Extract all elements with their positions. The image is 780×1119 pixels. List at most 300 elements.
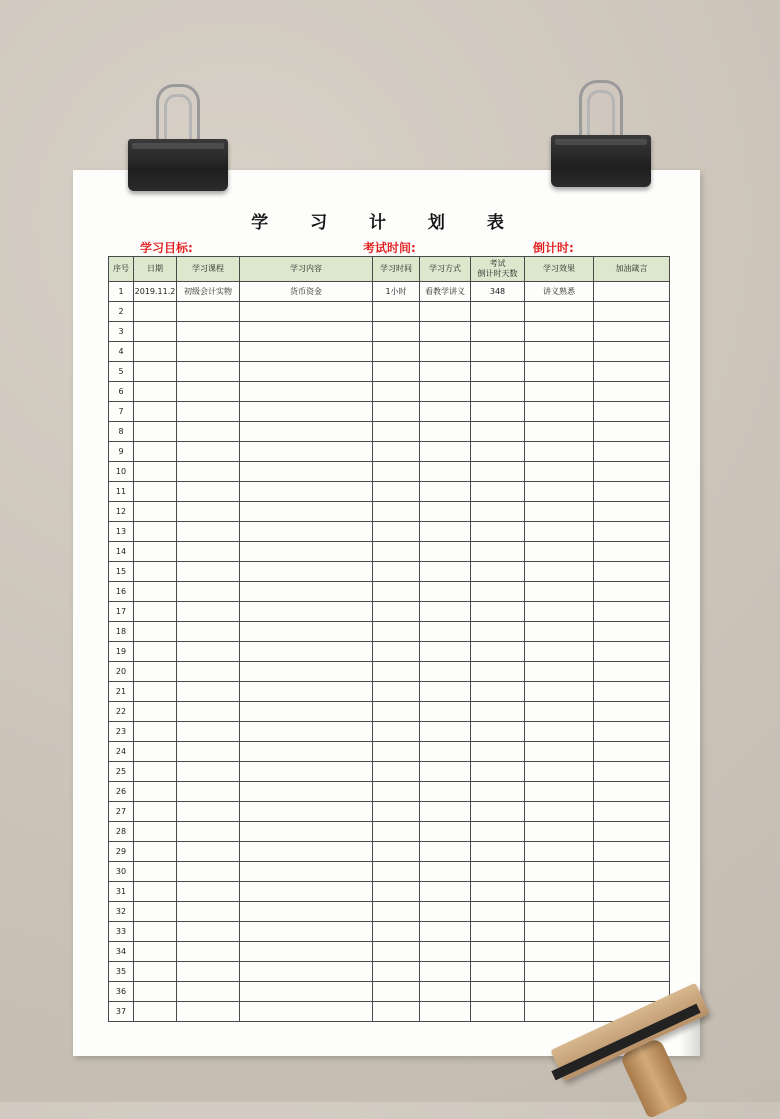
cell-method[interactable] [420,842,471,862]
cell-effect[interactable] [525,742,594,762]
cell-motto[interactable] [594,922,670,942]
cell-content[interactable] [240,742,373,762]
cell-date[interactable] [134,442,177,462]
cell-effect[interactable] [525,442,594,462]
cell-duration[interactable]: 1小时 [373,282,420,302]
cell-motto[interactable] [594,502,670,522]
cell-duration[interactable] [373,782,420,802]
cell-date[interactable] [134,482,177,502]
cell-course[interactable] [177,702,240,722]
cell-course[interactable] [177,882,240,902]
cell-course[interactable] [177,822,240,842]
cell-course[interactable] [177,922,240,942]
cell-date[interactable] [134,722,177,742]
cell-date[interactable] [134,782,177,802]
cell-no[interactable]: 8 [109,422,134,442]
cell-countdown[interactable] [471,862,525,882]
cell-motto[interactable] [594,322,670,342]
cell-duration[interactable] [373,982,420,1002]
cell-course[interactable] [177,722,240,742]
cell-date[interactable] [134,902,177,922]
cell-method[interactable] [420,382,471,402]
cell-effect[interactable] [525,302,594,322]
cell-effect[interactable] [525,802,594,822]
cell-countdown[interactable] [471,582,525,602]
cell-method[interactable] [420,582,471,602]
cell-content[interactable] [240,582,373,602]
cell-course[interactable] [177,762,240,782]
cell-content[interactable] [240,962,373,982]
cell-duration[interactable] [373,462,420,482]
cell-date[interactable] [134,322,177,342]
cell-countdown[interactable] [471,442,525,462]
cell-method[interactable] [420,562,471,582]
cell-method[interactable] [420,702,471,722]
cell-course[interactable] [177,382,240,402]
cell-date[interactable] [134,882,177,902]
cell-countdown[interactable] [471,942,525,962]
cell-motto[interactable] [594,642,670,662]
cell-content[interactable] [240,602,373,622]
cell-content[interactable] [240,422,373,442]
cell-duration[interactable] [373,1002,420,1022]
cell-no[interactable]: 36 [109,982,134,1002]
cell-content[interactable] [240,862,373,882]
cell-date[interactable] [134,822,177,842]
cell-content[interactable] [240,842,373,862]
cell-course[interactable] [177,482,240,502]
cell-motto[interactable] [594,482,670,502]
cell-method[interactable] [420,522,471,542]
cell-no[interactable]: 31 [109,882,134,902]
cell-method[interactable] [420,822,471,842]
cell-no[interactable]: 26 [109,782,134,802]
cell-duration[interactable] [373,962,420,982]
cell-method[interactable] [420,362,471,382]
cell-content[interactable] [240,1002,373,1022]
cell-effect[interactable] [525,502,594,522]
cell-no[interactable]: 32 [109,902,134,922]
cell-no[interactable]: 14 [109,542,134,562]
cell-no[interactable]: 28 [109,822,134,842]
cell-motto[interactable] [594,902,670,922]
cell-effect[interactable] [525,702,594,722]
cell-no[interactable]: 6 [109,382,134,402]
cell-countdown[interactable] [471,982,525,1002]
cell-countdown[interactable] [471,462,525,482]
cell-content[interactable] [240,342,373,362]
cell-duration[interactable] [373,842,420,862]
cell-content[interactable] [240,622,373,642]
cell-duration[interactable] [373,862,420,882]
cell-course[interactable] [177,362,240,382]
cell-effect[interactable] [525,362,594,382]
cell-duration[interactable] [373,682,420,702]
cell-no[interactable]: 11 [109,482,134,502]
cell-no[interactable]: 24 [109,742,134,762]
cell-duration[interactable] [373,382,420,402]
cell-motto[interactable] [594,562,670,582]
cell-course[interactable] [177,782,240,802]
cell-course[interactable] [177,542,240,562]
cell-course[interactable] [177,842,240,862]
cell-course[interactable]: 初级会计实物 [177,282,240,302]
cell-method[interactable] [420,642,471,662]
cell-no[interactable]: 37 [109,1002,134,1022]
cell-duration[interactable] [373,542,420,562]
cell-countdown[interactable] [471,902,525,922]
cell-method[interactable] [420,1002,471,1022]
cell-effect[interactable] [525,862,594,882]
cell-content[interactable] [240,822,373,842]
cell-content[interactable] [240,942,373,962]
cell-countdown[interactable] [471,642,525,662]
cell-countdown[interactable] [471,362,525,382]
cell-duration[interactable] [373,902,420,922]
cell-method[interactable] [420,982,471,1002]
cell-no[interactable]: 12 [109,502,134,522]
cell-duration[interactable] [373,802,420,822]
cell-motto[interactable] [594,402,670,422]
cell-duration[interactable] [373,362,420,382]
cell-course[interactable] [177,1002,240,1022]
cell-effect[interactable] [525,542,594,562]
cell-countdown[interactable] [471,742,525,762]
cell-date[interactable] [134,582,177,602]
cell-motto[interactable] [594,442,670,462]
cell-motto[interactable] [594,682,670,702]
cell-motto[interactable] [594,622,670,642]
cell-method[interactable] [420,722,471,742]
cell-no[interactable]: 18 [109,622,134,642]
cell-countdown[interactable] [471,622,525,642]
cell-course[interactable] [177,342,240,362]
cell-effect[interactable] [525,722,594,742]
cell-date[interactable]: 2019.11.2 [134,282,177,302]
cell-content[interactable] [240,982,373,1002]
cell-content[interactable] [240,542,373,562]
cell-course[interactable] [177,582,240,602]
cell-effect[interactable] [525,682,594,702]
cell-method[interactable] [420,462,471,482]
cell-content[interactable] [240,462,373,482]
cell-motto[interactable] [594,602,670,622]
cell-no[interactable]: 10 [109,462,134,482]
cell-content[interactable] [240,782,373,802]
cell-no[interactable]: 29 [109,842,134,862]
cell-no[interactable]: 3 [109,322,134,342]
cell-course[interactable] [177,402,240,422]
cell-effect[interactable] [525,782,594,802]
cell-content[interactable] [240,362,373,382]
cell-motto[interactable] [594,582,670,602]
cell-method[interactable] [420,482,471,502]
cell-content[interactable] [240,922,373,942]
cell-course[interactable] [177,982,240,1002]
cell-duration[interactable] [373,642,420,662]
cell-content[interactable] [240,642,373,662]
cell-no[interactable]: 20 [109,662,134,682]
cell-method[interactable] [420,902,471,922]
cell-countdown[interactable] [471,922,525,942]
cell-method[interactable] [420,962,471,982]
cell-countdown[interactable] [471,322,525,342]
cell-no[interactable]: 2 [109,302,134,322]
cell-duration[interactable] [373,722,420,742]
cell-duration[interactable] [373,522,420,542]
cell-method[interactable] [420,862,471,882]
cell-effect[interactable]: 讲义熟悉 [525,282,594,302]
cell-motto[interactable] [594,522,670,542]
cell-duration[interactable] [373,702,420,722]
cell-motto[interactable] [594,542,670,562]
cell-content[interactable] [240,442,373,462]
cell-countdown[interactable] [471,722,525,742]
cell-duration[interactable] [373,502,420,522]
cell-course[interactable] [177,942,240,962]
cell-duration[interactable] [373,822,420,842]
cell-content[interactable]: 货币资金 [240,282,373,302]
cell-motto[interactable] [594,662,670,682]
cell-method[interactable] [420,922,471,942]
cell-motto[interactable] [594,362,670,382]
cell-no[interactable]: 33 [109,922,134,942]
cell-content[interactable] [240,902,373,922]
cell-course[interactable] [177,962,240,982]
cell-countdown[interactable] [471,782,525,802]
cell-course[interactable] [177,562,240,582]
cell-date[interactable] [134,1002,177,1022]
cell-method[interactable] [420,442,471,462]
cell-motto[interactable] [594,822,670,842]
cell-method[interactable] [420,422,471,442]
cell-countdown[interactable] [471,542,525,562]
cell-method[interactable] [420,942,471,962]
cell-no[interactable]: 19 [109,642,134,662]
cell-date[interactable] [134,462,177,482]
cell-no[interactable]: 30 [109,862,134,882]
cell-date[interactable] [134,942,177,962]
cell-date[interactable] [134,362,177,382]
cell-no[interactable]: 21 [109,682,134,702]
cell-duration[interactable] [373,402,420,422]
cell-course[interactable] [177,622,240,642]
cell-countdown[interactable] [471,382,525,402]
cell-method[interactable] [420,622,471,642]
cell-duration[interactable] [373,662,420,682]
cell-method[interactable] [420,762,471,782]
cell-no[interactable]: 4 [109,342,134,362]
cell-date[interactable] [134,602,177,622]
cell-countdown[interactable] [471,822,525,842]
cell-method[interactable] [420,302,471,322]
cell-content[interactable] [240,722,373,742]
cell-no[interactable]: 5 [109,362,134,382]
cell-course[interactable] [177,502,240,522]
cell-effect[interactable] [525,882,594,902]
cell-duration[interactable] [373,322,420,342]
cell-motto[interactable] [594,782,670,802]
cell-duration[interactable] [373,422,420,442]
cell-no[interactable]: 23 [109,722,134,742]
cell-motto[interactable] [594,282,670,302]
cell-content[interactable] [240,382,373,402]
cell-method[interactable] [420,682,471,702]
cell-effect[interactable] [525,642,594,662]
cell-content[interactable] [240,562,373,582]
cell-motto[interactable] [594,742,670,762]
cell-effect[interactable] [525,942,594,962]
cell-content[interactable] [240,322,373,342]
cell-content[interactable] [240,402,373,422]
cell-date[interactable] [134,642,177,662]
cell-date[interactable] [134,622,177,642]
cell-method[interactable] [420,782,471,802]
cell-course[interactable] [177,602,240,622]
cell-course[interactable] [177,902,240,922]
cell-countdown[interactable] [471,602,525,622]
cell-motto[interactable] [594,942,670,962]
cell-effect[interactable] [525,762,594,782]
cell-no[interactable]: 9 [109,442,134,462]
cell-effect[interactable] [525,462,594,482]
cell-effect[interactable] [525,482,594,502]
cell-countdown[interactable] [471,482,525,502]
cell-method[interactable]: 看教学讲义 [420,282,471,302]
cell-motto[interactable] [594,842,670,862]
cell-content[interactable] [240,682,373,702]
cell-course[interactable] [177,742,240,762]
cell-date[interactable] [134,762,177,782]
cell-content[interactable] [240,482,373,502]
cell-motto[interactable] [594,702,670,722]
cell-date[interactable] [134,962,177,982]
cell-course[interactable] [177,522,240,542]
cell-duration[interactable] [373,882,420,902]
cell-duration[interactable] [373,922,420,942]
cell-date[interactable] [134,542,177,562]
cell-no[interactable]: 1 [109,282,134,302]
cell-course[interactable] [177,862,240,882]
cell-duration[interactable] [373,442,420,462]
cell-countdown[interactable] [471,522,525,542]
cell-countdown[interactable] [471,662,525,682]
cell-countdown[interactable] [471,302,525,322]
cell-effect[interactable] [525,322,594,342]
cell-date[interactable] [134,382,177,402]
cell-effect[interactable] [525,622,594,642]
cell-date[interactable] [134,702,177,722]
cell-course[interactable] [177,322,240,342]
cell-duration[interactable] [373,482,420,502]
cell-no[interactable]: 15 [109,562,134,582]
cell-date[interactable] [134,562,177,582]
cell-date[interactable] [134,302,177,322]
cell-date[interactable] [134,502,177,522]
cell-no[interactable]: 22 [109,702,134,722]
cell-method[interactable] [420,742,471,762]
cell-duration[interactable] [373,622,420,642]
cell-motto[interactable] [594,762,670,782]
cell-countdown[interactable] [471,762,525,782]
cell-effect[interactable] [525,842,594,862]
cell-no[interactable]: 34 [109,942,134,962]
cell-date[interactable] [134,922,177,942]
cell-content[interactable] [240,522,373,542]
cell-countdown[interactable] [471,502,525,522]
cell-course[interactable] [177,462,240,482]
cell-date[interactable] [134,862,177,882]
cell-motto[interactable] [594,422,670,442]
cell-course[interactable] [177,422,240,442]
cell-content[interactable] [240,502,373,522]
cell-effect[interactable] [525,662,594,682]
cell-method[interactable] [420,542,471,562]
cell-date[interactable] [134,802,177,822]
cell-no[interactable]: 25 [109,762,134,782]
cell-motto[interactable] [594,342,670,362]
cell-date[interactable] [134,742,177,762]
cell-date[interactable] [134,982,177,1002]
cell-content[interactable] [240,302,373,322]
cell-effect[interactable] [525,562,594,582]
cell-effect[interactable] [525,422,594,442]
cell-duration[interactable] [373,602,420,622]
cell-countdown[interactable] [471,1002,525,1022]
cell-effect[interactable] [525,962,594,982]
cell-method[interactable] [420,882,471,902]
cell-duration[interactable] [373,302,420,322]
cell-motto[interactable] [594,382,670,402]
cell-effect[interactable] [525,342,594,362]
cell-motto[interactable] [594,802,670,822]
cell-no[interactable]: 35 [109,962,134,982]
cell-method[interactable] [420,802,471,822]
cell-date[interactable] [134,342,177,362]
cell-method[interactable] [420,322,471,342]
cell-course[interactable] [177,302,240,322]
cell-content[interactable] [240,702,373,722]
cell-effect[interactable] [525,582,594,602]
cell-no[interactable]: 13 [109,522,134,542]
cell-effect[interactable] [525,822,594,842]
cell-content[interactable] [240,662,373,682]
cell-effect[interactable] [525,922,594,942]
cell-duration[interactable] [373,762,420,782]
cell-course[interactable] [177,442,240,462]
cell-course[interactable] [177,642,240,662]
cell-motto[interactable] [594,862,670,882]
cell-motto[interactable] [594,962,670,982]
cell-motto[interactable] [594,882,670,902]
cell-countdown[interactable] [471,562,525,582]
cell-motto[interactable] [594,302,670,322]
cell-no[interactable]: 17 [109,602,134,622]
cell-course[interactable] [177,662,240,682]
cell-method[interactable] [420,342,471,362]
cell-no[interactable]: 16 [109,582,134,602]
cell-method[interactable] [420,502,471,522]
cell-content[interactable] [240,802,373,822]
cell-effect[interactable] [525,522,594,542]
cell-date[interactable] [134,682,177,702]
cell-no[interactable]: 7 [109,402,134,422]
cell-countdown[interactable] [471,422,525,442]
cell-content[interactable] [240,882,373,902]
cell-duration[interactable] [373,582,420,602]
cell-date[interactable] [134,842,177,862]
cell-countdown[interactable] [471,682,525,702]
